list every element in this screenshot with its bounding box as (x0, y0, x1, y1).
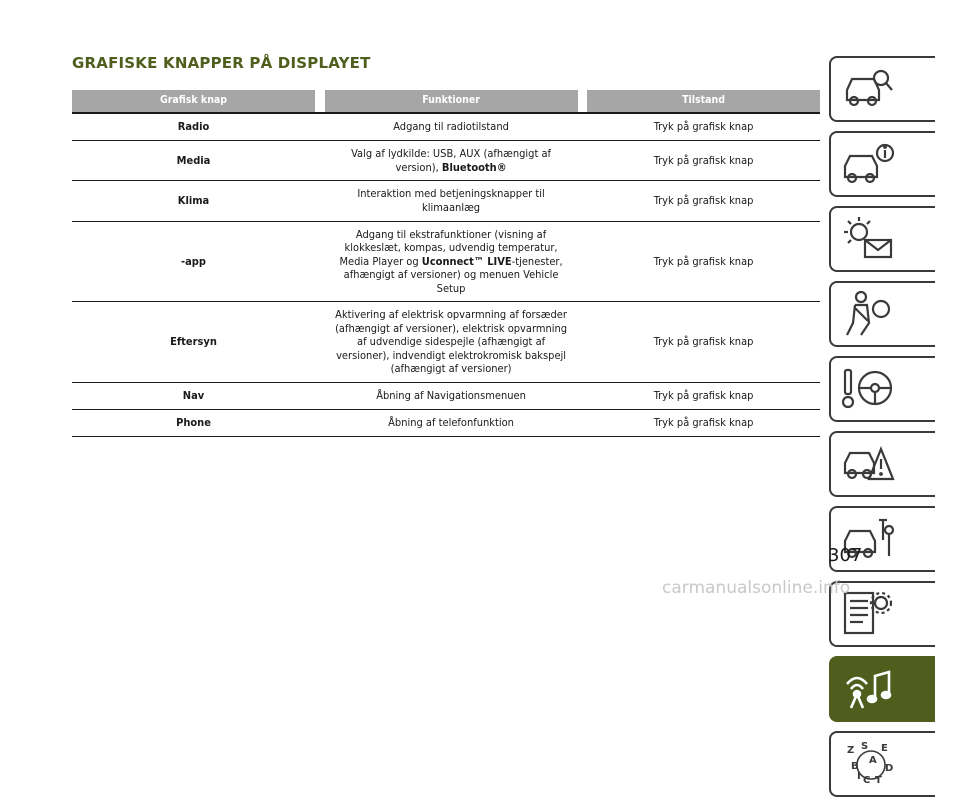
function-text: Aktivering af elektrisk opvarmning af forsæder (afhængigt af versioner), elektrisk opvarmning af udvendige sidespejle (afhængigt af versioner), indvendigt elektrokromisk bakspejl (afhængigt af versioner) (325, 302, 578, 383)
svg-text:T: T (875, 775, 882, 786)
button-name: Phone (72, 410, 315, 437)
button-name: Media (72, 141, 315, 181)
header-state: Tilstand (587, 90, 820, 114)
function-text: Adgang til ekstrafunktioner (visning af klokkeslæt, kompas, udvendig temperatur, Media Player og Uconnect™ LIVE-tjenester, afhængigt af versioner) og menuen Vehicle Setup (325, 222, 578, 302)
table-row (72, 114, 820, 141)
state-text: Tryk på grafisk knap (587, 222, 820, 302)
state-text: Tryk på grafisk knap (587, 383, 820, 410)
table-row (72, 410, 820, 437)
table-header-row (72, 90, 820, 114)
svg-text:Z: Z (847, 745, 855, 756)
svg-text:E: E (881, 743, 888, 754)
steering-wheel-key-icon (841, 364, 895, 414)
seat-belt-airbag-icon (841, 289, 895, 339)
header-function: Funktioner (325, 90, 578, 114)
chapter-tab-starting-driving[interactable] (829, 356, 935, 422)
svg-text:A: A (869, 755, 877, 766)
button-name: Radio (72, 114, 315, 141)
table-row (72, 302, 820, 383)
button-name: Klima (72, 181, 315, 222)
function-text: Valg af lydkilde: USB, AUX (afhængigt af version), Bluetooth® (325, 141, 578, 181)
chapter-tab-emergency[interactable] (829, 431, 935, 497)
chapter-tabs (829, 56, 935, 806)
table-row (72, 141, 820, 181)
svg-text:D: D (885, 763, 894, 774)
state-text: Tryk på grafisk knap (587, 141, 820, 181)
chapter-tab-index[interactable] (829, 731, 935, 797)
multimedia-signal-music-icon (841, 664, 895, 714)
state-text: Tryk på grafisk knap (587, 410, 820, 437)
chapter-tab-car-info[interactable] (829, 131, 935, 197)
table-row (72, 383, 820, 410)
header-gap (578, 90, 588, 114)
function-text: Åbning af telefonfunktion (325, 410, 578, 437)
warning-lights-message-icon (841, 214, 895, 264)
button-name: Eftersyn (72, 302, 315, 383)
chapter-tab-warning-lights[interactable] (829, 206, 935, 272)
chapter-tab-multimedia[interactable] (829, 656, 935, 722)
page-number: 307 (828, 545, 863, 566)
svg-text:I: I (857, 771, 861, 782)
alphabetical-index-icon (841, 739, 895, 789)
section-title: GRAFISKE KNAPPER PÅ DISPLAYET (72, 54, 371, 72)
header-gap (315, 90, 325, 114)
function-text: Interaktion med betjeningsknapper til klimaanlæg (325, 181, 578, 222)
svg-text:S: S (861, 741, 869, 752)
state-text: Tryk på grafisk knap (587, 114, 820, 141)
svg-text:B: B (851, 761, 859, 772)
button-name: Nav (72, 383, 315, 410)
svg-text:C: C (863, 775, 871, 786)
car-info-icon (841, 139, 895, 189)
chapter-tab-car-search[interactable] (829, 56, 935, 122)
table-row (72, 222, 820, 302)
state-text: Tryk på grafisk knap (587, 302, 820, 383)
function-text: Åbning af Navigationsmenuen (325, 383, 578, 410)
chapter-tab-safety[interactable] (829, 281, 935, 347)
car-emergency-icon (841, 439, 895, 489)
state-text: Tryk på grafisk knap (587, 181, 820, 222)
table-row (72, 181, 820, 222)
header-button: Grafisk knap (72, 90, 315, 114)
car-search-icon (841, 64, 895, 114)
button-name: -app (72, 222, 315, 302)
watermark-text: carmanualsonline.info (662, 578, 851, 598)
function-text: Adgang til radiotilstand (325, 114, 578, 141)
buttons-table (72, 90, 820, 437)
